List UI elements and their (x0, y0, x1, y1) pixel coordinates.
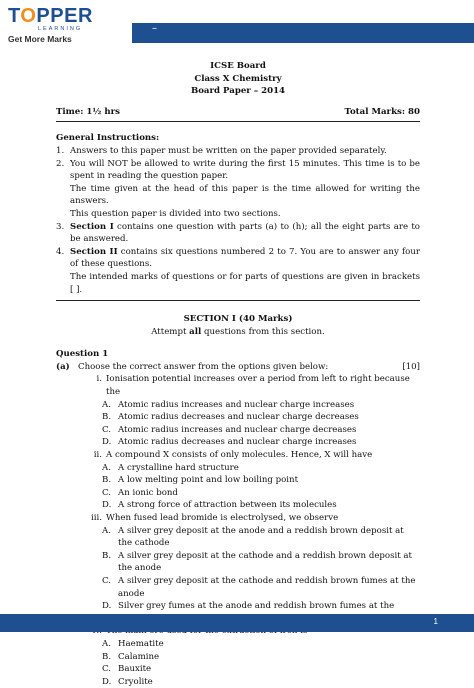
board-name: ICSE Board (210, 61, 266, 71)
instruction-number (56, 183, 70, 208)
option-text: Calamine (118, 651, 160, 662)
page-header (0, 0, 474, 50)
question-part (56, 361, 420, 374)
section-subtitle: Attempt all questions from this section. (151, 326, 325, 337)
sub-question-text: A compound X consists of only molecules. Hence, X will have (106, 450, 373, 461)
option-letter: A. (102, 525, 111, 536)
divider (56, 300, 420, 301)
option-letter: B. (102, 651, 112, 662)
option-letter: C. (102, 575, 112, 586)
answer-option (102, 575, 420, 600)
answer-option (102, 399, 420, 412)
option-letter: B. (102, 550, 112, 561)
option-text: Cryolite (118, 676, 153, 687)
question-items (56, 373, 420, 688)
page-number: 1 (433, 617, 438, 626)
sub-question-number: ii. (93, 450, 102, 461)
question-title: Question 1 (56, 349, 109, 360)
instruction-text: Section II contains six questions numbered 2 to 7. You are to answer any four of these questions. (70, 246, 420, 270)
answer-option (102, 436, 420, 449)
answer-option (102, 525, 420, 550)
instruction-item (56, 246, 420, 271)
option-text: Atomic radius decreases and nuclear charge increases (118, 437, 357, 448)
option-letter: A. (102, 399, 111, 410)
instruction-item (56, 183, 420, 208)
option-letter: C. (102, 664, 112, 675)
instructions-heading: General Instructions: (56, 133, 160, 144)
instruction-number: 2. (56, 158, 65, 169)
instruction-item (56, 208, 420, 221)
header-bar (132, 23, 474, 43)
option-letter: D. (102, 500, 112, 511)
option-letter: D. (102, 437, 112, 448)
part-prompt: Choose the correct answer from the options given below: (78, 361, 329, 372)
answer-option (102, 487, 420, 500)
logo-wordmark: TOPPER (8, 5, 93, 27)
paper-title: Board Paper – 2014 (190, 86, 286, 97)
option-text: A low melting point and low boiling point (118, 475, 299, 486)
sub-question-text: Ionisation potential increases over a period from left to right because the (106, 374, 410, 398)
option-text: Bauxite (118, 664, 152, 675)
instructions-list (56, 145, 420, 296)
option-letter: D. (102, 601, 112, 612)
instruction-text: The intended marks of questions or for parts of questions are given in brackets [ ]. (70, 271, 420, 295)
option-letter: B. (102, 412, 112, 423)
answer-option (102, 499, 420, 512)
header-bar-text: – (152, 23, 157, 34)
answer-option (102, 424, 420, 437)
instruction-text: This question paper is divided into two sections. (70, 208, 281, 219)
instruction-text: Section I contains one question with parts (a) to (h); all the eight parts are to be answered. (70, 221, 420, 245)
option-letter: B. (102, 475, 112, 486)
instruction-item (56, 145, 420, 158)
total-marks: Total Marks: 80 (344, 106, 420, 117)
instruction-item (56, 271, 420, 296)
option-text: An ionic bond (118, 487, 178, 498)
option-text: Atomic radius increases and nuclear charge decreases (118, 424, 357, 435)
option-letter: C. (102, 487, 112, 498)
option-text: Haematite (118, 638, 164, 649)
instruction-text: Answers to this paper must be written on the paper provided separately. (70, 145, 387, 156)
instruction-number: 1. (56, 145, 65, 156)
answer-option (102, 411, 420, 424)
answer-option (102, 550, 420, 575)
divider (56, 121, 420, 122)
instruction-text: The time given at the head of this paper is the time allowed for writing the answers. (70, 183, 420, 207)
option-letter: C. (102, 424, 112, 435)
instruction-number: 4. (56, 246, 65, 257)
answer-option (102, 474, 420, 487)
option-letter: A. (102, 638, 111, 649)
option-text: A crystalline hard structure (118, 462, 239, 473)
sub-question-text: When fused lead bromide is electrolysed, we observe (106, 513, 339, 523)
option-letter: A. (102, 462, 111, 473)
option-text: A silver grey deposit at the anode and a reddish brown deposit at the cathode (118, 525, 404, 549)
option-text: A silver grey deposit at the cathode and a reddish brown deposit at the anode (118, 550, 413, 574)
subject-name: Class X Chemistry (194, 73, 282, 84)
section-title: SECTION I (40 Marks) (183, 314, 293, 325)
option-text: Atomic radius decreases and nuclear charge decreases (118, 412, 359, 423)
answer-option (102, 462, 420, 475)
sub-question-number: iii. (91, 513, 102, 523)
instruction-item (56, 221, 420, 246)
topper-logo (8, 6, 93, 44)
footer-bar (0, 614, 474, 632)
instruction-text: You will NOT be allowed to write during the first 15 minutes. This time is to be spent in reading the question paper. (70, 158, 420, 182)
logo-tagline: Get More Marks (8, 34, 72, 44)
option-text: A silver grey deposit at the cathode and reddish brown fumes at the anode (118, 575, 416, 599)
option-text: Silver grey fumes at the anode and reddish brown fumes at the (118, 601, 395, 612)
sub-question-number: i. (96, 374, 102, 385)
option-text: A strong force of attraction between its molecules (118, 500, 337, 511)
option-text: Atomic radius increases and nuclear charge increases (118, 399, 355, 410)
instruction-number (56, 271, 70, 296)
option-letter: D. (102, 676, 112, 687)
logo-subtext: LEARNING (38, 26, 83, 32)
time-marks-row (56, 106, 420, 119)
instruction-number (56, 208, 70, 221)
instruction-item (56, 158, 420, 183)
document-body (56, 60, 420, 688)
answer-option (102, 676, 420, 688)
sub-question (86, 373, 420, 398)
answer-option (102, 638, 420, 651)
part-label: (a) (56, 361, 70, 372)
answer-option (102, 651, 420, 664)
instruction-number: 3. (56, 221, 65, 232)
sub-question (86, 512, 420, 525)
time-allowed: Time: 1½ hrs (56, 106, 120, 117)
part-marks: [10] (402, 361, 420, 372)
answer-option (102, 663, 420, 676)
sub-question (86, 449, 420, 462)
